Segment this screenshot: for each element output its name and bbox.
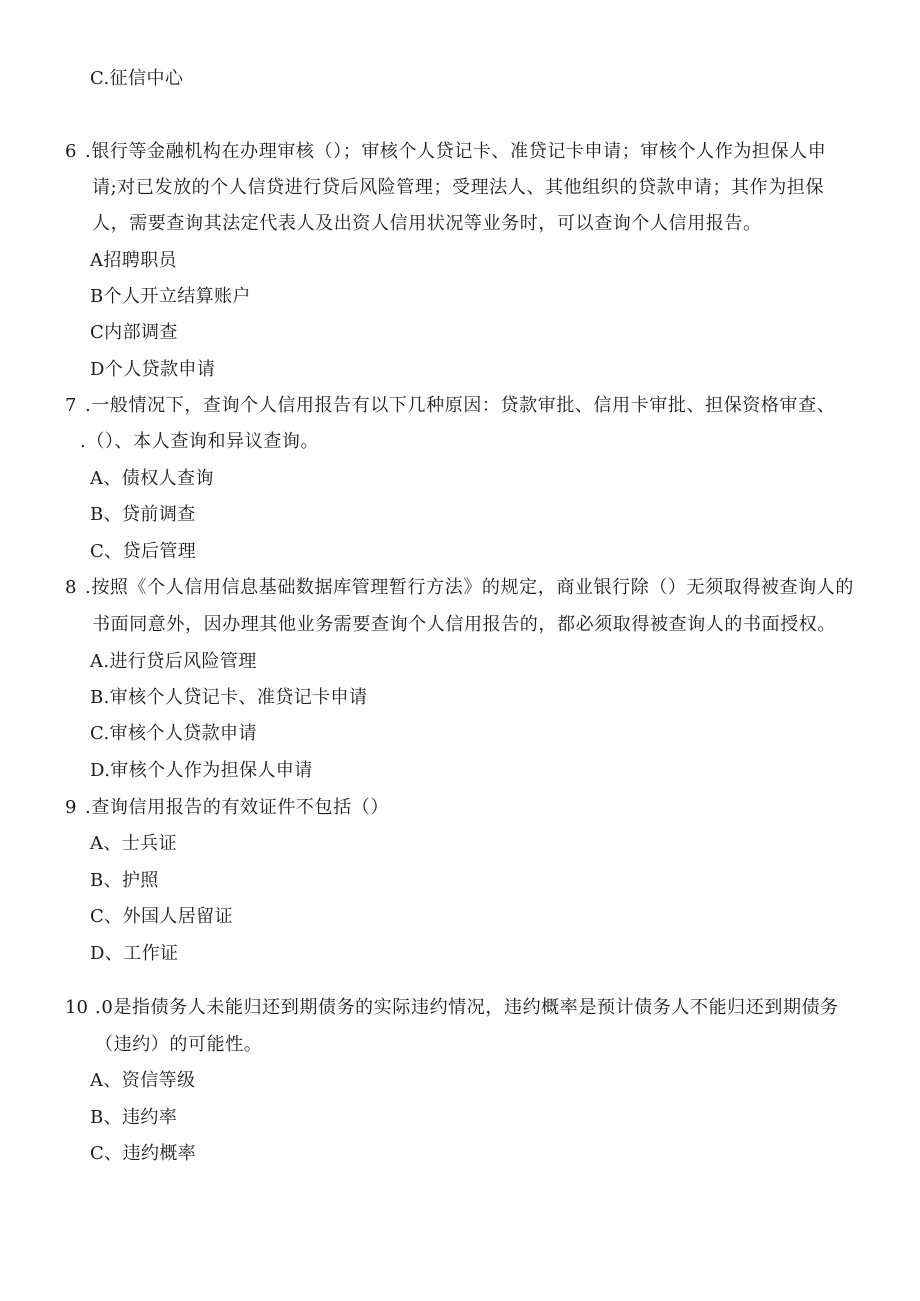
question-7-option-b: B、贷前调查: [90, 504, 196, 525]
question-10-stem-line-1: .0是指债务人未能归还到期债务的实际违约情况，违约概率是预计债务人不能归还到期债务: [95, 997, 839, 1018]
question-9-option-a: A、士兵证: [90, 833, 177, 854]
question-6-number: 6: [65, 141, 77, 162]
question-9-option-c: C、外国人居留证: [90, 906, 233, 927]
question-7-stem-line-2: .（）、本人查询和异议查询。: [80, 431, 320, 452]
question-8-option-a: A.进行贷后风险管理: [90, 651, 257, 672]
question-10-option-a: A、资信等级: [90, 1070, 196, 1091]
question-8-option-d: D.审核个人作为担保人申请: [90, 760, 313, 781]
question-6-option-b: B个人开立结算账户: [90, 286, 251, 307]
question-8-stem-line-2: 书面同意外，因办理其他业务需要查询个人信用报告的，都必须取得被查询人的书面授权。: [92, 614, 836, 635]
option-c-previous: C.征信中心: [90, 68, 184, 89]
question-8-option-b: B.审核个人贷记卡、准贷记卡申请: [90, 687, 368, 708]
question-9-option-b: B、护照: [90, 870, 159, 891]
question-7-number: 7: [65, 395, 77, 416]
question-6-option-c: C内部调查: [90, 322, 178, 343]
question-6-option-d: D个人贷款申请: [90, 359, 216, 380]
question-7-stem-line-1: .一般情况下，查询个人信用报告有以下几种原因：贷款审批、信用卡审批、担保资格审查、: [85, 395, 836, 416]
question-9-number: 9: [65, 797, 77, 818]
question-8-stem-line-1: .按照《个人信用信息基础数据库管理暂行方法》的规定，商业银行除（）无须取得被查询人的: [85, 577, 854, 598]
question-8-number: 8: [65, 577, 77, 598]
question-10-option-c: C、违约概率: [90, 1143, 197, 1164]
question-8-option-c: C.审核个人贷款申请: [90, 723, 257, 744]
question-7-option-c: C、贷后管理: [90, 541, 197, 562]
question-6-stem-line-2: 请;对已发放的个人信贷进行贷后风险管理；受理法人、其他组织的贷款申请；其作为担保: [92, 177, 825, 198]
question-10-stem-line-2: （违约）的可能性。: [95, 1034, 263, 1055]
question-6-stem-line-3: 人，需要查询其法定代表人及出资人信用状况等业务时，可以查询个人信用报告。: [92, 213, 762, 234]
question-10-option-b: B、违约率: [90, 1107, 178, 1128]
question-6-stem-line-1: .银行等金融机构在办理审核（）；审核个人贷记卡、准贷记卡申请；审核个人作为担保人申: [85, 141, 827, 162]
question-10-number: 10: [65, 997, 88, 1018]
question-9-stem-line-1: .查询信用报告的有效证件不包括（）: [85, 797, 389, 818]
question-9-option-d: D、工作证: [90, 943, 179, 964]
question-6-option-a: A招聘职员: [90, 250, 177, 271]
question-7-option-a: A、债权人查询: [90, 468, 214, 489]
